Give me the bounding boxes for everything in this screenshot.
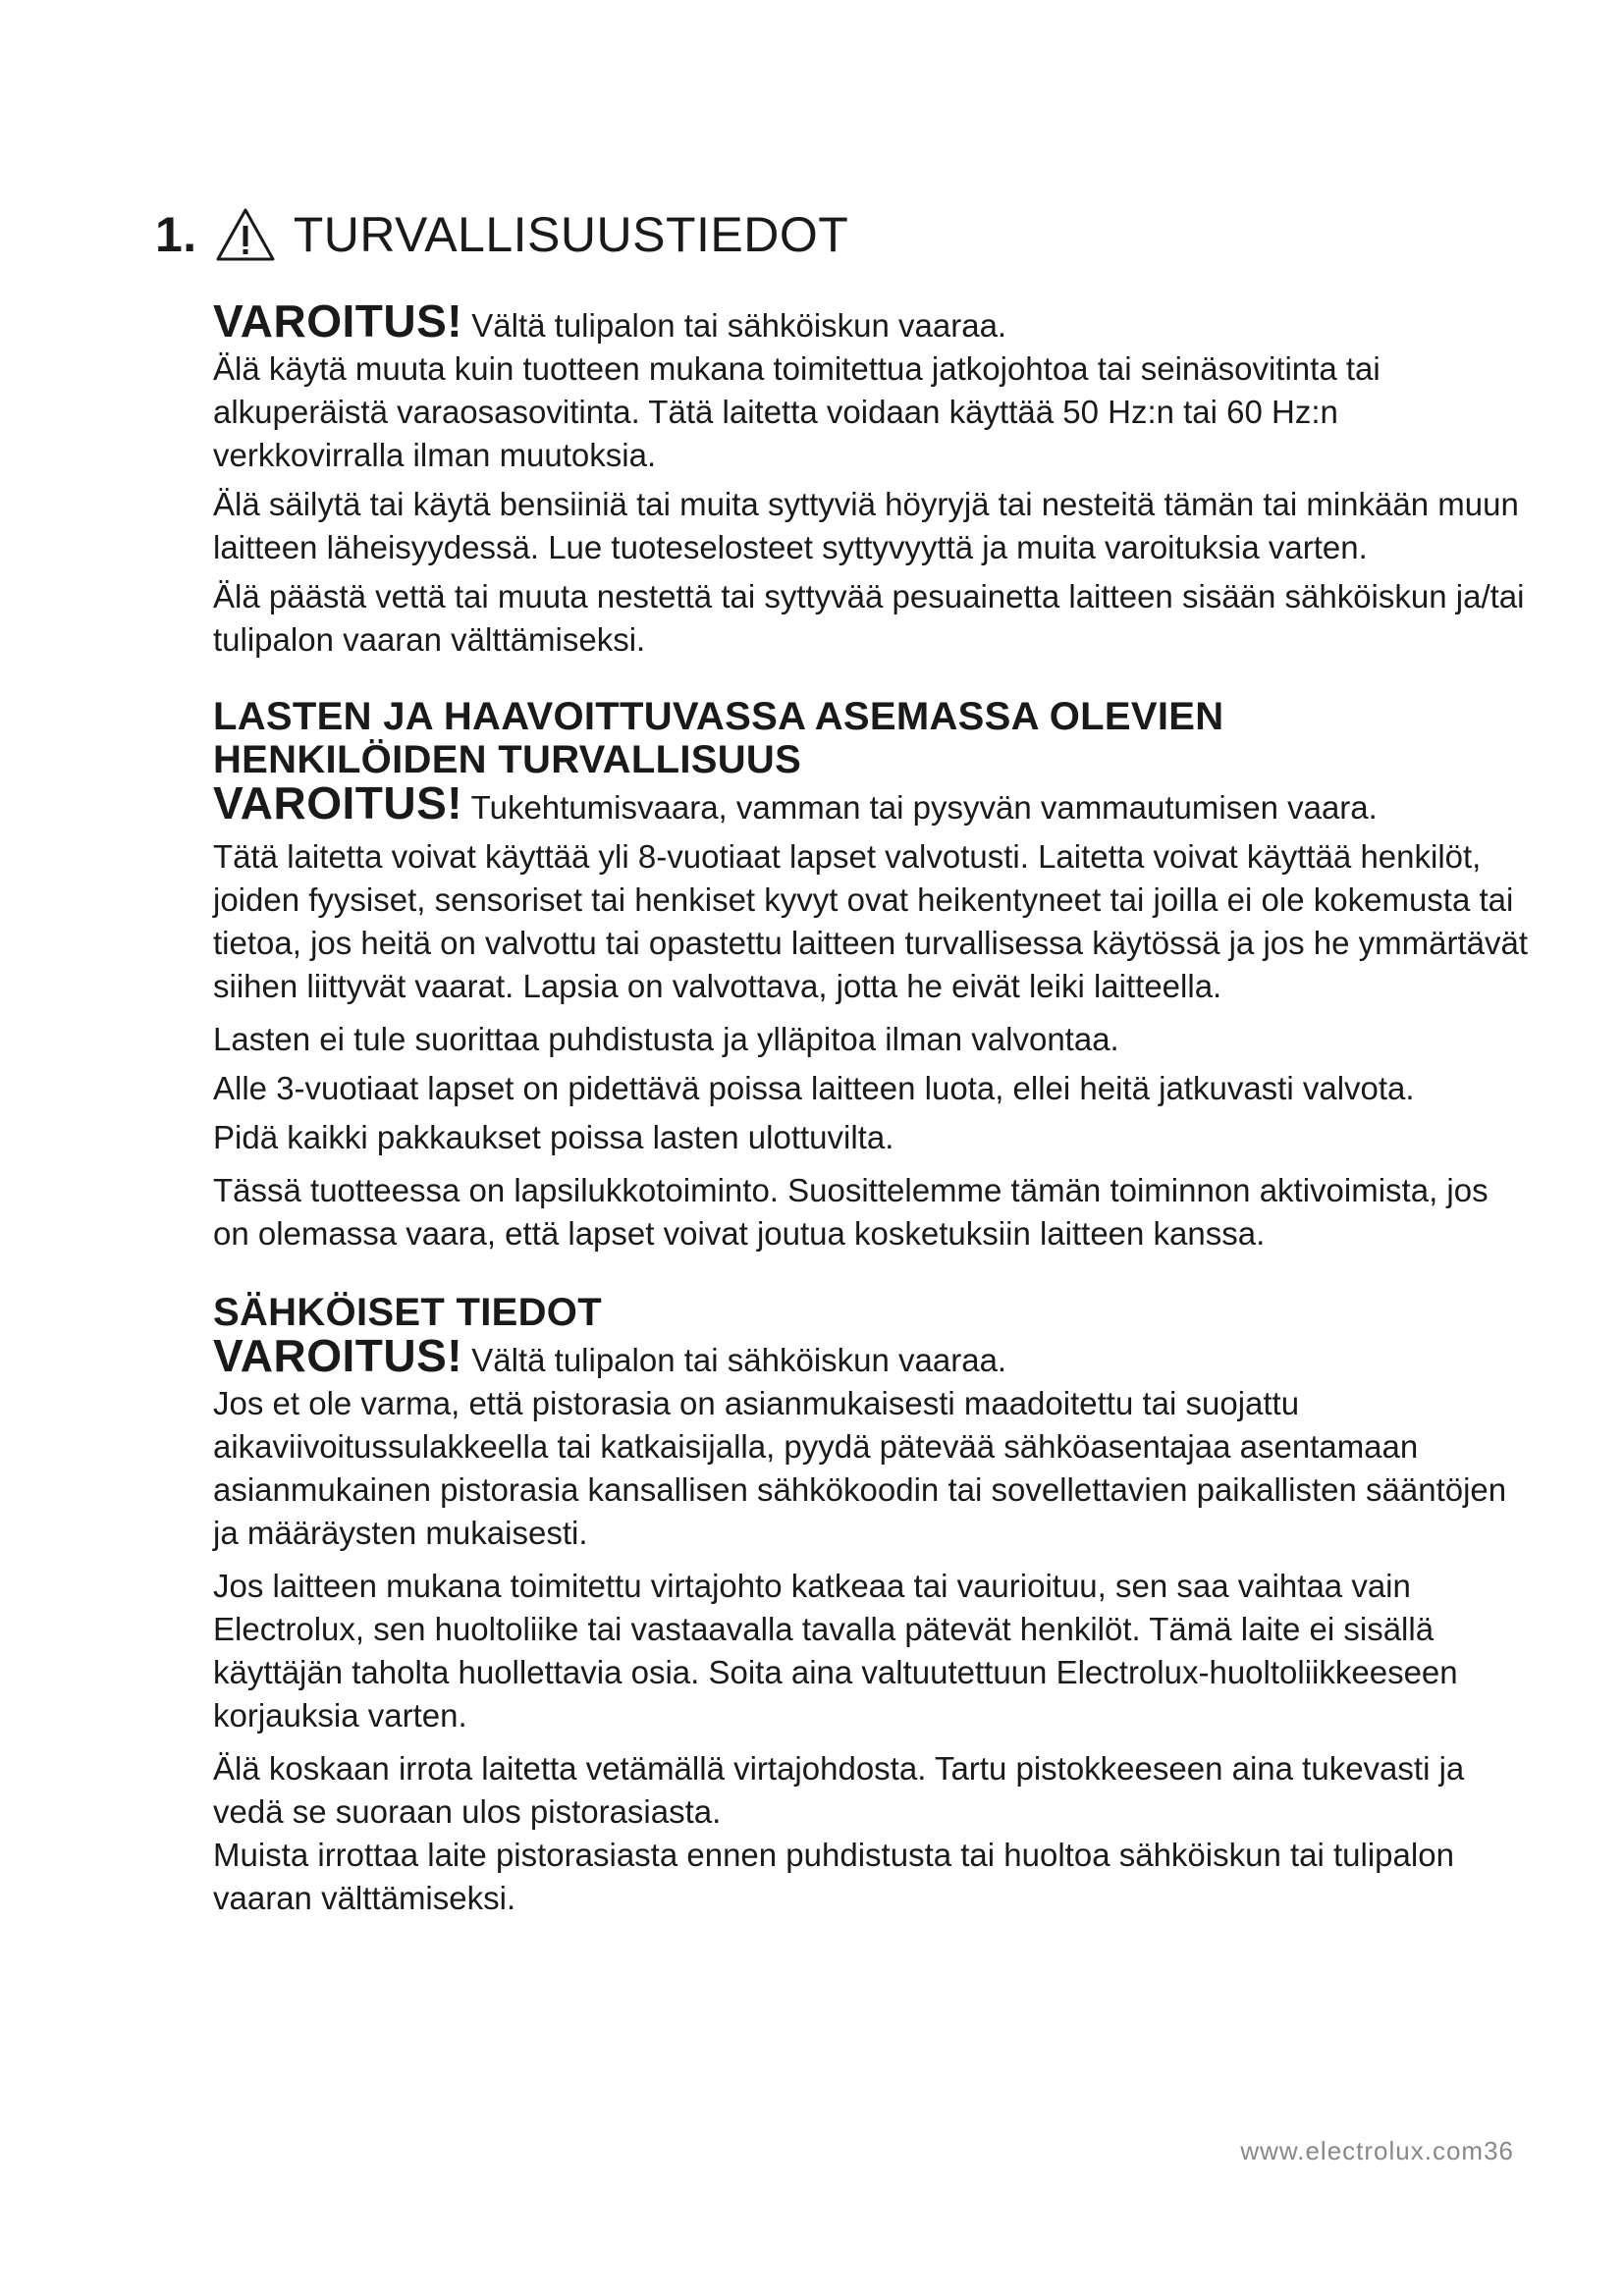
heading-line: HENKILÖIDEN TURVALLISUUS (213, 738, 802, 781)
page-title (155, 206, 848, 263)
electrical-warning (213, 1330, 1529, 1382)
warning-label: VAROITUS! (213, 777, 463, 828)
paragraph: Pidä kaikki pakkaukset poissa lasten ulottuvilta. (213, 1119, 894, 1155)
section-heading-electrical: SÄHKÖISET TIEDOT (213, 1291, 602, 1334)
paragraph: Älä koskaan irrota laitetta vetämällä virtajohdosta. Tartu pistokkeeseen aina tukevasti ja vedä se suoraan ulos pistorasiasta. (213, 1750, 1465, 1830)
warning-label: VAROITUS! (213, 1330, 463, 1381)
warning-label: VAROITUS! (213, 295, 463, 347)
children-warning (213, 777, 1529, 829)
footer-url: www.electrolux.com (1240, 2136, 1485, 2165)
paragraph: Alle 3-vuotiaat lapset on pidettävä poissa laitteen luota, ellei heitä jatkuvasti valvota. (213, 1070, 1415, 1106)
warning-triangle-icon (215, 207, 276, 262)
document-body (213, 295, 1529, 1920)
paragraph: Älä käytä muuta kuin tuotteen mukana toimitettua jatkojohtoa tai seinäsovitinta tai alkuperäistä varaosasovitinta. Tätä laitetta voidaan käyttää 50 Hz:n tai 60 Hz:n verkkovirralla ilman muutoksia. (213, 350, 1380, 473)
section-title: TURVALLISUUSTIEDOT (293, 207, 849, 262)
paragraph: Älä päästä vettä tai muuta nestettä tai syttyvää pesuainetta laitteen sisään sähköiskun ja/tai tulipalon vaaran välttämiseksi. (213, 578, 1525, 658)
heading-line: LASTEN JA HAAVOITTUVASSA ASEMASSA OLEVIEN (213, 695, 1224, 738)
paragraph: Jos et ole varma, että pistorasia on asianmukaisesti maadoitettu tai suojattu aikaviivoitussulakkeella tai katkaisijalla, pyydä pätevää sähköasentajaa asentamaan asianmukainen pistorasia kansallisen sähkökoodin tai sovellettavien paikallisten sääntöjen ja määräysten mukaisesti. (213, 1385, 1507, 1551)
paragraph: Tätä laitetta voivat käyttää yli 8-vuotiaat lapset valvotusti. Laitetta voivat käyttää henkilöt, joiden fyysiset, sensoriset tai henkiset kyvyt ovat heikentyneet tai joilla ei ole kokemusta tai tietoa, jos heitä on valvottu tai opastettu laitteen turvallisessa käytössä ja jos he ymmärtävät siihen liittyvät vaarat. Lapsia on valvottava, jotta he eivät leiki laitteella. (213, 838, 1529, 1004)
paragraph: Älä säilytä tai käytä bensiiniä tai muita syttyviä höyryjä tai nesteitä tämän tai minkään muun laitteen läheisyydessä. Lue tuoteselosteet syttyvyyttä ja muita varoituksia varten. (213, 486, 1519, 565)
paragraph: Muista irrottaa laite pistorasiasta ennen puhdistusta tai huoltoa sähköiskun tai tulipalon vaaran välttämiseksi. (213, 1837, 1454, 1916)
paragraph: Tässä tuotteessa on lapsilukkotoiminto. Suosittelemme tämän toiminnon aktivoimista, jos on olemassa vaara, että lapset voivat joutua kosketuksiin laitteen kanssa. (213, 1172, 1489, 1252)
warning-text: Vältä tulipalon tai sähköiskun vaaraa. (462, 1342, 1007, 1378)
section-heading-children (213, 695, 1529, 781)
page-number: 36 (1484, 2136, 1514, 2165)
general-warning (213, 295, 1529, 347)
page-footer (1240, 2136, 1514, 2166)
paragraph: Lasten ei tule suorittaa puhdistusta ja ylläpitoa ilman valvontaa. (213, 1021, 1119, 1057)
section-number: 1. (155, 207, 197, 262)
warning-text: Tukehtumisvaara, vamman tai pysyvän vammautumisen vaara. (462, 789, 1378, 826)
paragraph: Jos laitteen mukana toimitettu virtajohto katkeaa tai vaurioituu, sen saa vaihtaa vain Electrolux, sen huoltoliike tai vastaavalla tavalla pätevät henkilöt. Tämä laite ei sisällä käyttäjän taholta huollettavia osia. Soita aina valtuutettuun Electrolux-huoltoliikkeeseen korjauksia varten. (213, 1568, 1458, 1734)
warning-text: Vältä tulipalon tai sähköiskun vaaraa. (462, 307, 1007, 344)
